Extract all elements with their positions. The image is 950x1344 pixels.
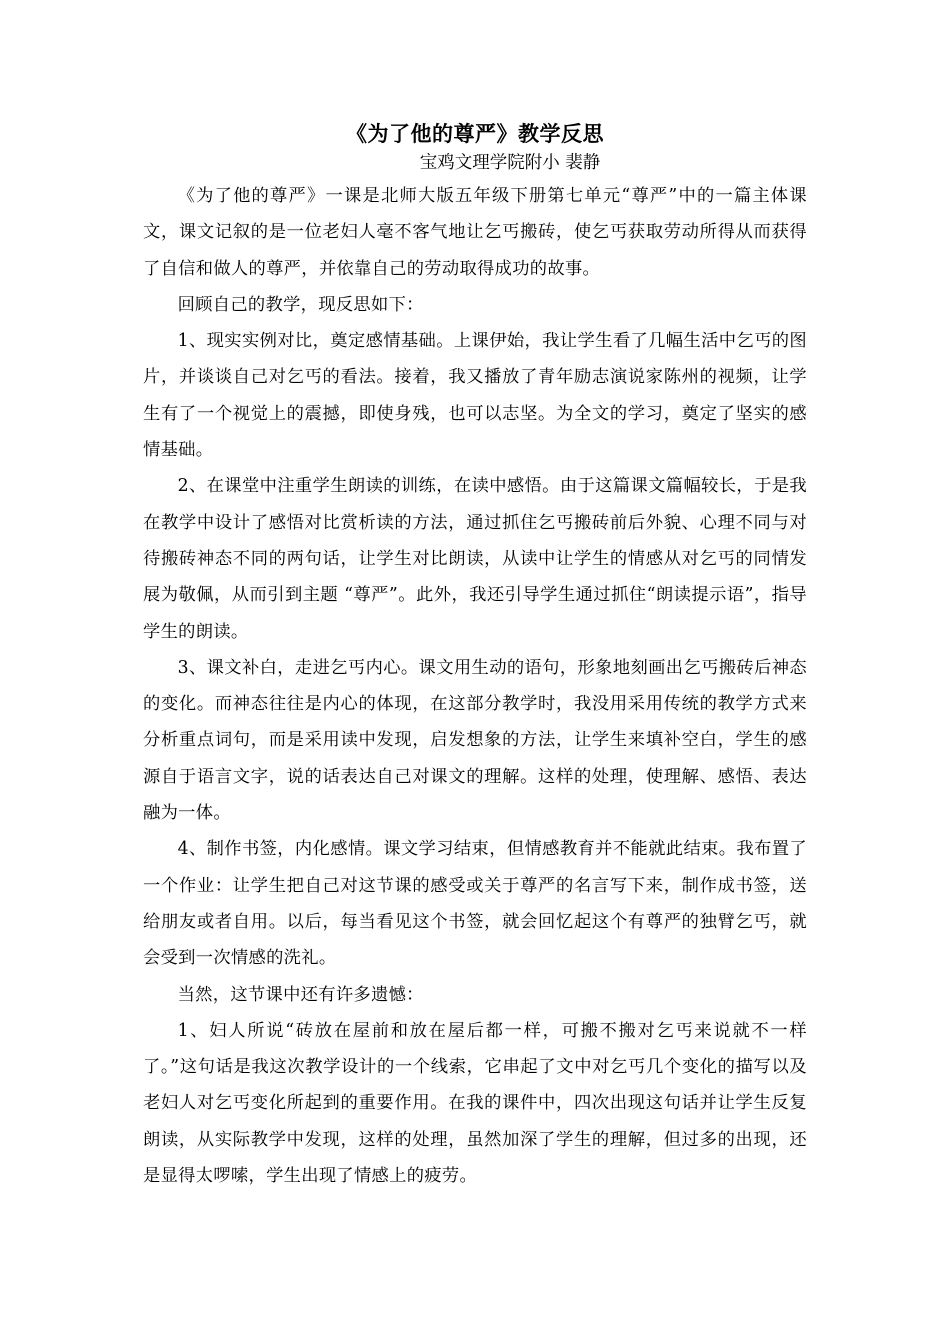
- paragraph-point-4: 4、制作书签，内化感情。课文学习结束，但情感教育并不能就此结束。我布置了一个作业：让学生把自己对这节课的感受或关于尊严的名言写下来，制作成书签，送给朋友或者自用。以后，每当看见这个书签，就会回忆起这个有尊严的独臂乞丐，就会受到一次情感的洗礼。: [143, 839, 807, 969]
- document-author: 宝鸡文理学院附小 裴静: [419, 153, 601, 173]
- paragraph-regrets-heading: 当然，这节课中还有许多遗憾：: [177, 984, 424, 1005]
- document-page: [143, 118, 807, 1194]
- paragraph-point-3: 3、课文补白，走进乞丐内心。课文用生动的语句，形象地刻画出乞丐搬砖后神态的变化。而神态往往是内心的体现，在这部分教学时，我没用采用传统的教学方式来分析重点词句，而是采用读中发现，启发想象的方法，让学生来填补空白，学生的感源自于语言文字，说的话表达自己对课文的理解。这样的处理，使理解、感悟、表达融为一体。: [143, 657, 807, 824]
- paragraph-intro: 《为了他的尊严》一课是北师大版五年级下册第七单元“尊严”中的一篇主体课文，课文记叙的是一位老妇人毫不客气地让乞丐搬砖，使乞丐获取劳动所得从而获得了自信和做人的尊严，并依靠自己的劳动取得成功的故事。: [143, 186, 807, 279]
- paragraph-review-heading: 回顾自己的教学，现反思如下：: [177, 294, 424, 315]
- paragraph-regret-1: 1、妇人所说“砖放在屋前和放在屋后都一样，可搬不搬对乞丐来说就不一样了。”这句话是我这次教学设计的一个线索，它串起了文中对乞丐几个变化的描写以及老妇人对乞丐变化所起到的重要作用。在我的课件中，四次出现这句话并让学生反复朗读，从实际教学中发现，这样的处理，虽然加深了学生的理解，但过多的出现，还是显得太啰嗦，学生出现了情感上的疲劳。: [143, 1020, 807, 1187]
- paragraph-point-1: 1、现实实例对比，奠定感情基础。上课伊始，我让学生看了几幅生活中乞丐的图片，并谈谈自己对乞丐的看法。接着，我又播放了青年励志演说家陈州的视频，让学生有了一个视觉上的震撼，即使身残，也可以志坚。为全文的学习，奠定了坚实的感情基础。: [143, 331, 807, 461]
- paragraph-point-2: 2、在课堂中注重学生朗读的训练，在读中感悟。由于这篇课文篇幅较长，于是我在教学中设计了感悟对比赏析读的方法，通过抓住乞丐搬砖前后外貌、心理不同与对待搬砖神态不同的两句话，让学生对比朗读，从读中让学生的情感从对乞丐的同情发展为敬佩，从而引到主题 “尊严”。此外，我还引导学生通过抓住“朗读提示语”，指导学生的朗读。: [143, 476, 807, 642]
- document-title: 《为了他的尊严》教学反思: [346, 121, 604, 146]
